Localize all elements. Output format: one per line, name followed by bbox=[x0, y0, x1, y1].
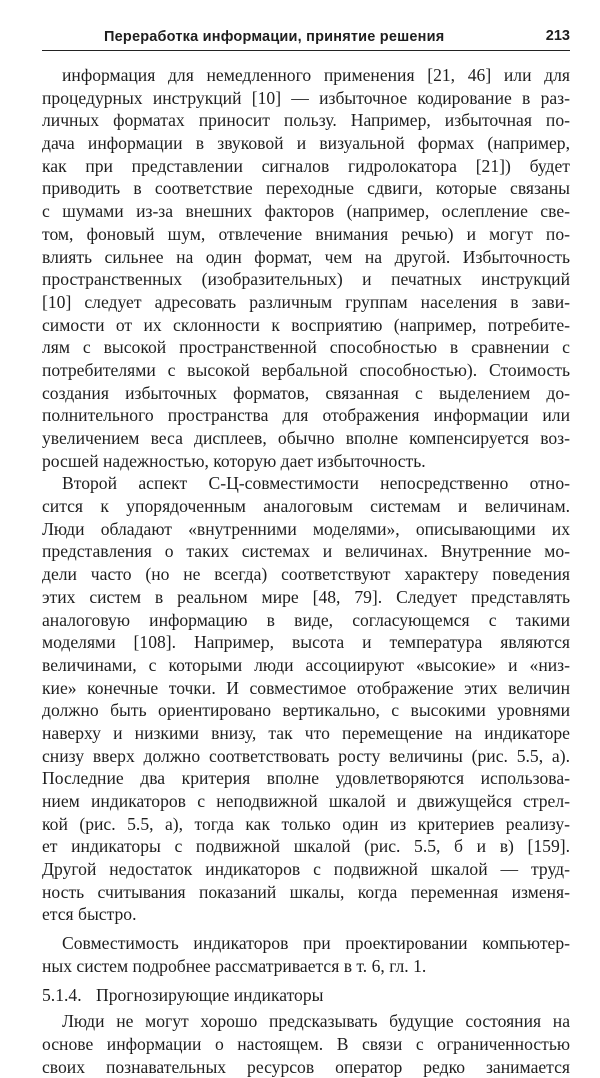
text-line: ных систем подробнее рассматривается в т. 6, гл. 1. bbox=[42, 955, 427, 976]
text-line: основе информации о настоящем. В связи с ограниченностью bbox=[42, 1033, 570, 1054]
text-line: Второй аспект С-Ц-совместимости непосредственно отно- bbox=[62, 473, 570, 494]
text-line: представления о таких системах и величинах. Внутренние мо- bbox=[42, 541, 570, 562]
text-line: моделями [108]. Например, высота и температура являются bbox=[42, 632, 570, 653]
section-title: Прогнозирующие индикаторы bbox=[96, 984, 324, 1005]
text-line: Люди обладают «внутренними моделями», описывающими их bbox=[42, 518, 570, 539]
text-line: снизу вверх должно соответствовать росту величины (рис. 5.5, а). bbox=[42, 745, 570, 766]
text-line: должно быть ориентировано вертикально, с высокими уровнями bbox=[42, 700, 570, 721]
text-line: сится к упорядоченным аналоговым системам и величинам. bbox=[42, 496, 570, 517]
paragraph-2 bbox=[42, 472, 570, 926]
text-line: создания избыточных форматов, связанная с выделением до- bbox=[42, 382, 570, 403]
text-line: ность считывания показаний шкалы, когда переменная изменя- bbox=[42, 881, 570, 902]
text-line: с шумами из-за внешних факторов (например, ослепление све- bbox=[42, 201, 570, 222]
text-line: влиять сильнее на один формат, чем на другой. Избыточность bbox=[42, 246, 570, 267]
text-line: как при представлении сигналов гидролокатора [21]) будет bbox=[42, 155, 570, 176]
text-line: Совместимость индикаторов при проектировании компьютер- bbox=[62, 933, 570, 954]
text-line: кие» конечные точки. И совместимое отображение этих величин bbox=[42, 677, 570, 698]
text-line: ет индикаторы с подвижной шкалой (рис. 5.5, б и в) [159]. bbox=[42, 836, 570, 857]
text-line: процедурных инструкций [10] — избыточное кодирование в раз- bbox=[42, 87, 570, 108]
text-line: аналоговую информацию в виде, согласующемся с такими bbox=[42, 609, 570, 630]
section-heading bbox=[42, 984, 570, 1007]
text-line: том, фоновый шум, отвлечение внимания речью) и могут по- bbox=[42, 223, 570, 244]
text-line: Последние два критерия вполне удовлетворяются использова- bbox=[42, 768, 570, 789]
text-line: ется быстро. bbox=[42, 904, 137, 925]
text-line: этих систем в реальном мире [48, 79]. Следует представлять bbox=[42, 586, 570, 607]
page-header bbox=[42, 26, 570, 51]
text-line: наверху и низкими внизу, так что перемещение на индикаторе bbox=[42, 722, 570, 743]
text-line: лям с высокой пространственной способностью в сравнении с bbox=[42, 337, 570, 358]
text-line: симости от их склонности к восприятию (например, потребите- bbox=[42, 314, 570, 335]
running-head: Переработка информации, принятие решения bbox=[104, 29, 445, 45]
page-number: 213 bbox=[545, 28, 570, 44]
text-line: пространственных (изобразительных) и печатных инструкций bbox=[42, 269, 570, 290]
text-line: росшей надежностью, которую дает избыточность. bbox=[42, 450, 426, 471]
text-line: [10] следует адресовать различным группам населения в зави- bbox=[42, 291, 570, 312]
section-number: 5.1.4. bbox=[42, 984, 82, 1005]
text-line: информация для немедленного применения [21, 46] или для bbox=[62, 65, 570, 85]
text-line: Люди не могут хорошо предсказывать будущие состояния на bbox=[62, 1011, 570, 1032]
text-line: дача информации в звуковой и визуальной формах (например, bbox=[42, 133, 570, 154]
paragraph-1 bbox=[42, 64, 570, 472]
text-line: полнительного пространства для отображения информации или bbox=[42, 405, 570, 426]
paragraph-3 bbox=[42, 932, 570, 977]
text-line: величинами, с которыми люди ассоциируют «высокие» и «низ- bbox=[42, 654, 570, 675]
text-line: нием индикаторов с неподвижной шкалой и движущейся стрел- bbox=[42, 791, 570, 811]
text-line: потребителями с высокой вербальной способностью). Стоимость bbox=[42, 359, 570, 380]
text-line: личных форматах приносит пользу. Например, избыточная по- bbox=[42, 110, 570, 131]
text-line: дели часто (но не всегда) соответствуют характеру поведения bbox=[42, 564, 570, 585]
paragraph-4 bbox=[42, 1010, 570, 1078]
text-line: приводить в соответствие переходные сдвиги, которые связаны bbox=[42, 178, 570, 199]
text-line: кой (рис. 5.5, а), тогда как только один из критериев реализу- bbox=[42, 813, 570, 834]
body-text bbox=[42, 64, 570, 1078]
text-line: Другой недостаток индикаторов с подвижной шкалой — труд- bbox=[42, 859, 570, 880]
text-line: увеличением веса дисплеев, обычно вполне компенсируется воз- bbox=[42, 428, 570, 448]
text-line: своих познавательных ресурсов оператор редко занимается bbox=[42, 1056, 570, 1077]
